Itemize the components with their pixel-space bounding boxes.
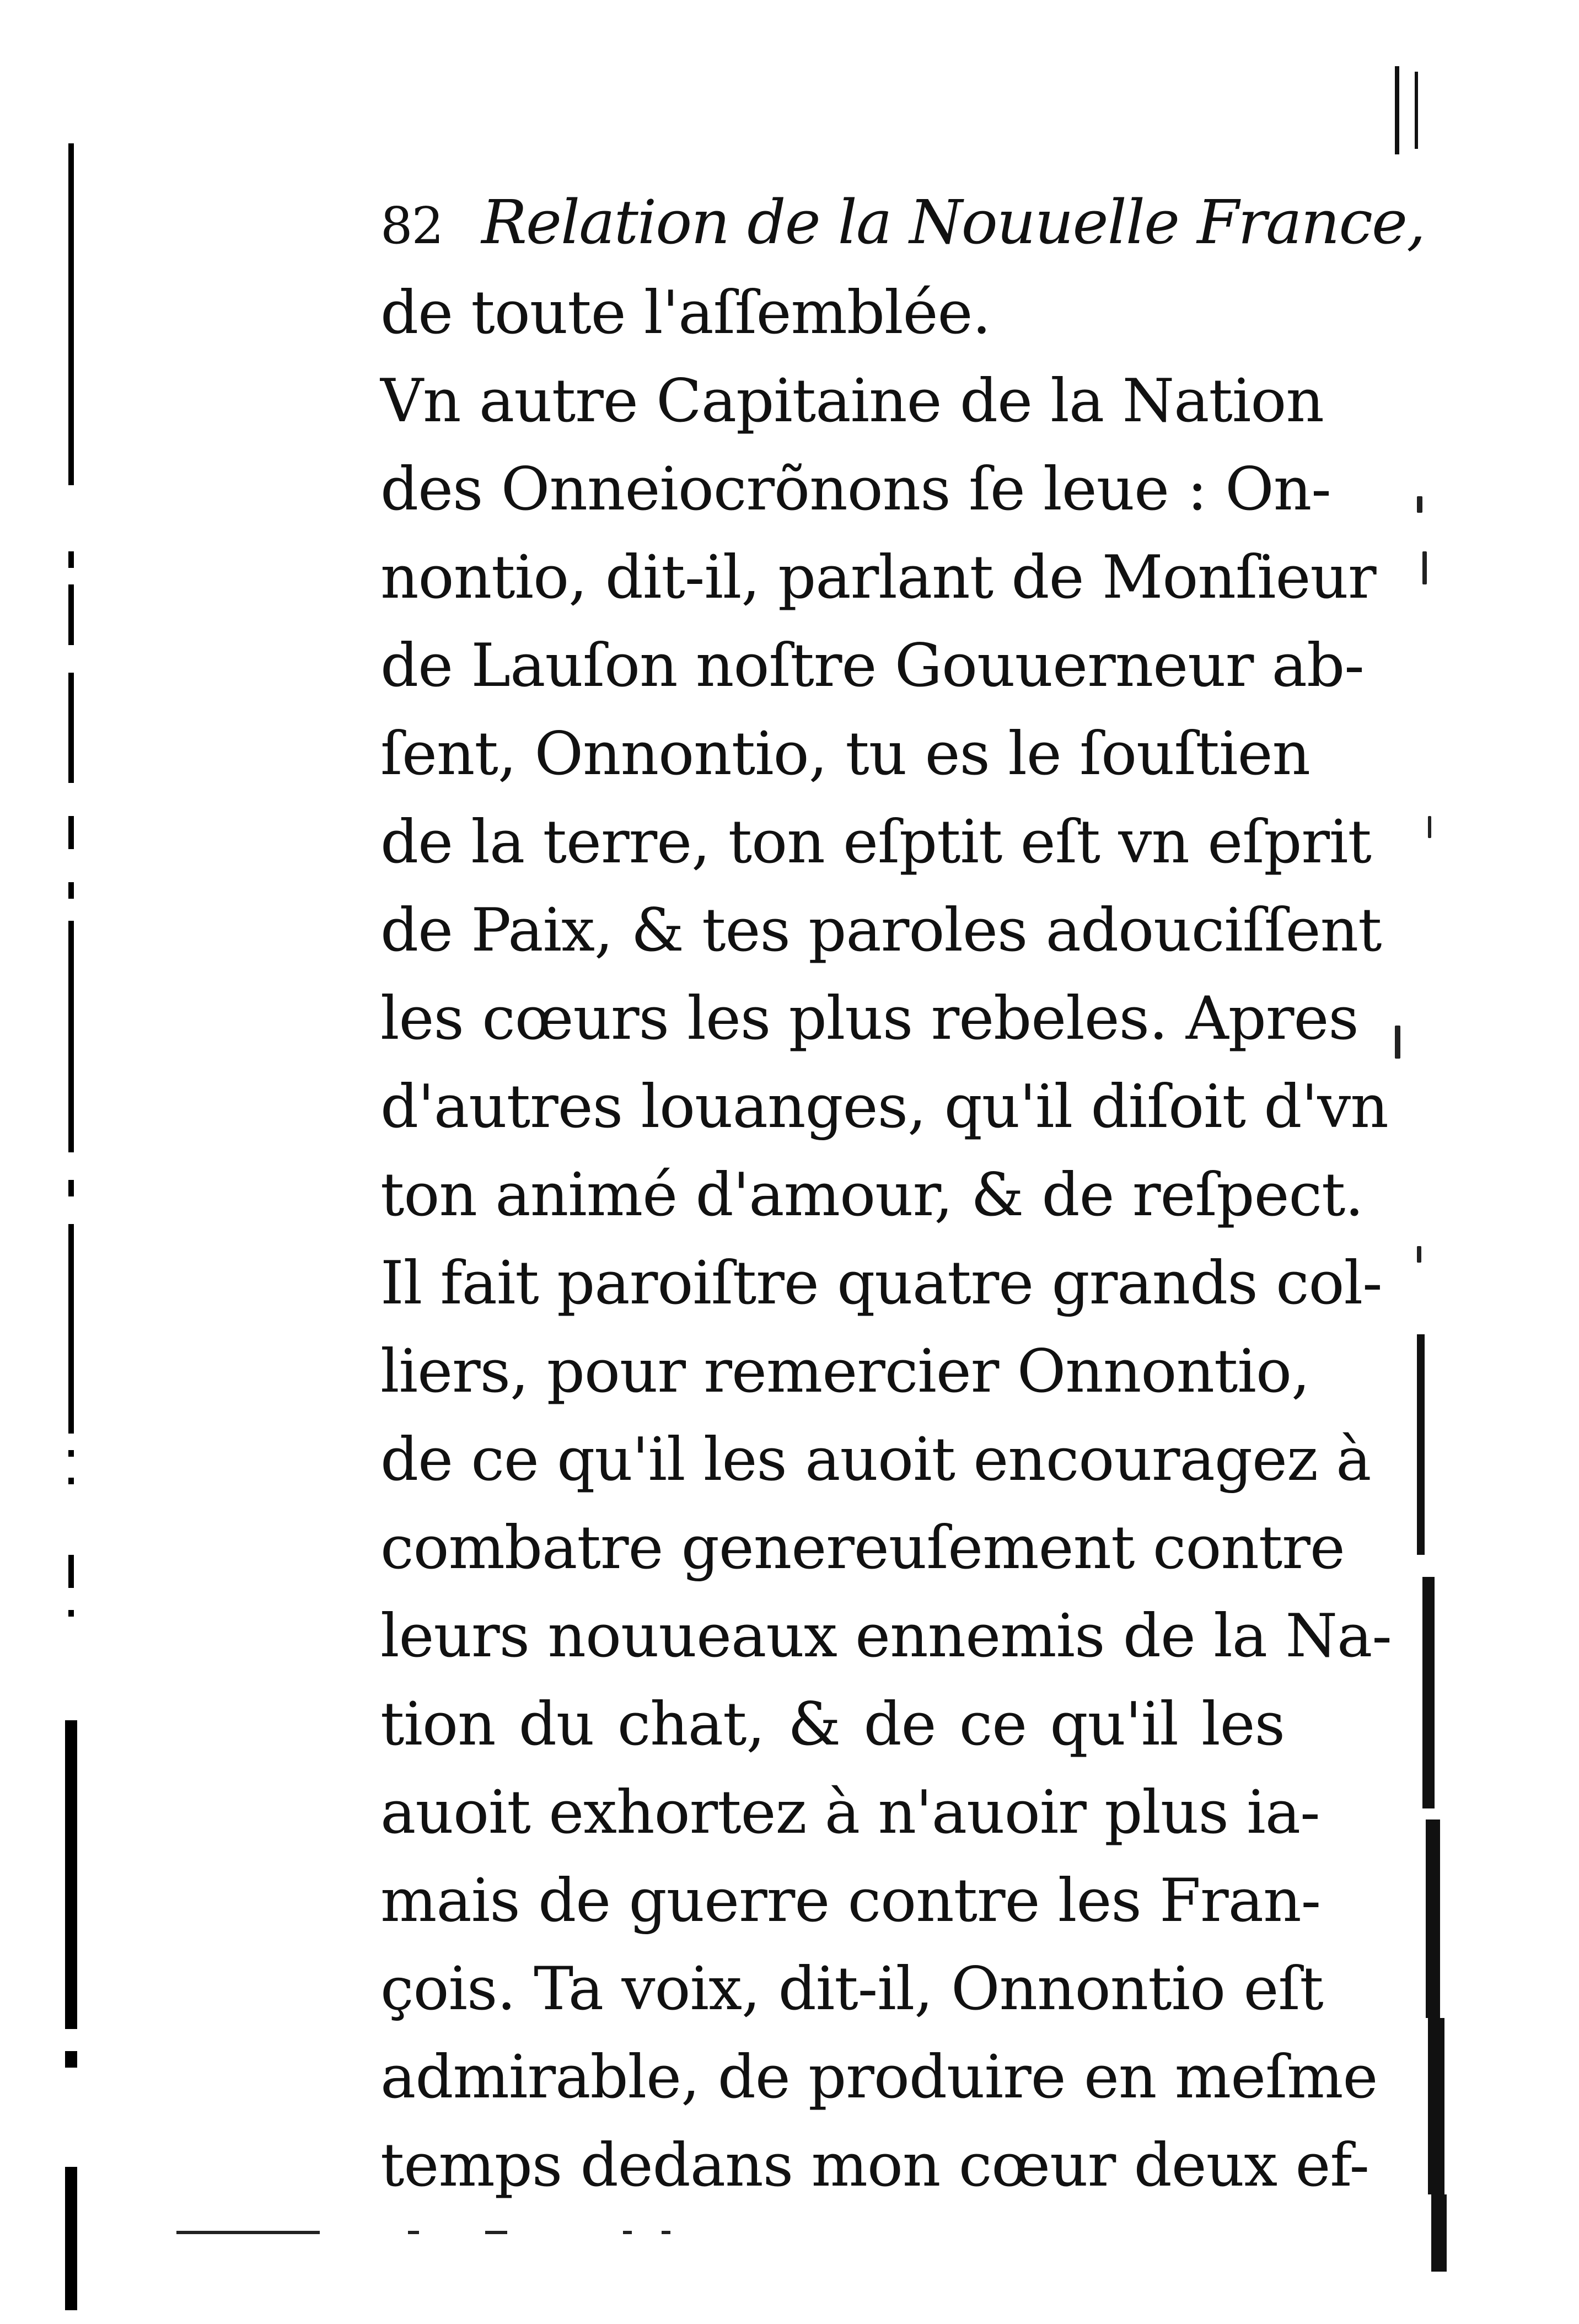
text-line: de Paix, & tes paroles adouciſſent	[380, 896, 1382, 965]
bottom-scan-marks	[176, 2228, 673, 2239]
right-gutter-scan-marks	[1395, 55, 1461, 2288]
text-line: Il fait paroiſtre quatre grands col-	[380, 1249, 1382, 1318]
page-text-block	[380, 175, 1425, 2210]
text-line: çois. Ta voix, dit-il, Onnontio eſt	[380, 1955, 1323, 2024]
text-line: de ce qu'il les auoit encouragez à	[380, 1425, 1371, 1494]
text-line: d'autres louanges, qu'il diſoit d'vn	[380, 1072, 1388, 1141]
text-line: nontio, dit-il, parlant de Monſieur	[380, 543, 1376, 612]
text-line: de Lauſon noſtre Gouuerneur ab-	[380, 631, 1364, 700]
body-text	[380, 269, 1392, 2210]
text-line: ton animé d'amour, & de reſpect.	[380, 1161, 1363, 1230]
text-line: des Onneiocrõnons ſe leue : On-	[380, 455, 1331, 524]
text-line: tion du chat, & de ce qu'il les	[380, 1690, 1285, 1759]
text-line: leurs nouueaux ennemis de la Na-	[380, 1602, 1392, 1671]
text-line: temps dedans mon cœur deux ef-	[380, 2131, 1369, 2200]
text-line: de la terre, ton eſptit eſt vn eſprit	[380, 808, 1371, 877]
text-line: liers, pour remercier Onnontio,	[380, 1337, 1310, 1406]
text-line: les cœurs les plus rebeles. Apres	[380, 984, 1358, 1053]
running-head	[380, 175, 1425, 269]
text-line: auoit exhortez à n'auoir plus ia-	[380, 1778, 1320, 1847]
text-line: de toute l'aſſemblée.	[380, 278, 991, 347]
page-number: 82	[380, 196, 443, 255]
text-line: Vn autre Capitaine de la Nation	[380, 367, 1324, 436]
running-title: Relation de la Nouuelle France,	[481, 187, 1425, 257]
text-line: ſent, Onnontio, tu es le ſouſtien	[380, 720, 1311, 788]
text-line: mais de guerre contre les Fran-	[380, 1866, 1321, 1935]
text-line: admirable, de produire en meſme	[380, 2043, 1378, 2112]
left-gutter-scan-marks	[61, 143, 105, 2239]
text-line: combatre genereuſement contre	[380, 1513, 1345, 1582]
